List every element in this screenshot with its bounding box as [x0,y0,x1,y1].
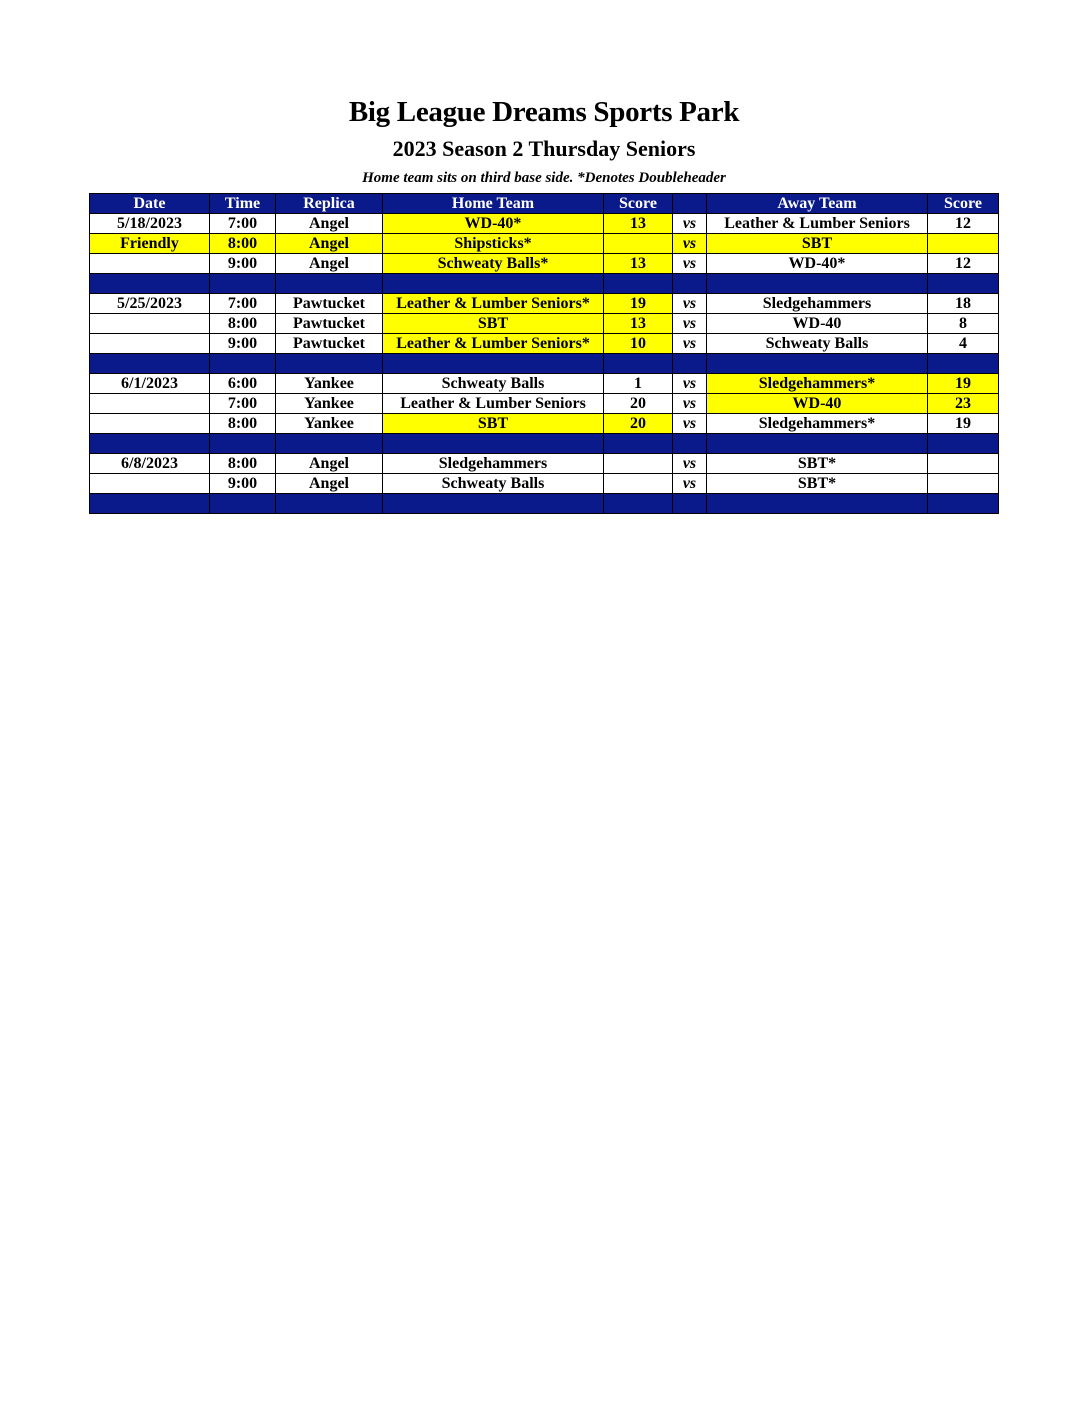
vs-cell: vs [673,214,707,234]
time-cell: 8:00 [210,314,276,334]
away-team-cell: WD-40 [707,314,928,334]
vs-cell: vs [673,254,707,274]
separator-cell [210,354,276,374]
separator-cell [928,354,999,374]
time-cell: 6:00 [210,374,276,394]
separator-cell [673,494,707,514]
time-cell: 8:00 [210,414,276,434]
separator-cell [673,274,707,294]
separator-cell [604,274,673,294]
away-score-cell [928,234,999,254]
vs-cell: vs [673,414,707,434]
date-cell [90,334,210,354]
replica-cell: Yankee [276,374,383,394]
away-team-cell: Sledgehammers* [707,374,928,394]
home-score-cell: 13 [604,214,673,234]
separator-cell [276,434,383,454]
game-row [90,314,999,334]
separator-cell [707,494,928,514]
separator-cell [276,354,383,374]
home-score-cell: 10 [604,334,673,354]
time-cell: 9:00 [210,334,276,354]
home-team-cell: Leather & Lumber Seniors* [383,334,604,354]
away-team-cell: Sledgehammers* [707,414,928,434]
separator-cell [90,274,210,294]
separator-cell [383,434,604,454]
separator-cell [604,354,673,374]
game-row [90,214,999,234]
separator-cell [210,494,276,514]
away-team-cell: SBT* [707,474,928,494]
game-row [90,374,999,394]
col-replica-header: Replica [276,194,383,214]
vs-cell: vs [673,454,707,474]
separator-cell [383,274,604,294]
vs-cell: vs [673,234,707,254]
col-home-team-header: Home Team [383,194,604,214]
time-cell: 8:00 [210,454,276,474]
separator-cell [928,274,999,294]
date-cell: 5/18/2023 [90,214,210,234]
replica-cell: Angel [276,254,383,274]
vs-cell: vs [673,334,707,354]
home-score-cell: 13 [604,314,673,334]
col-time-header: Time [210,194,276,214]
home-score-cell [604,474,673,494]
away-team-cell: Sledgehammers [707,294,928,314]
separator-cell [90,494,210,514]
separator-row [90,434,999,454]
date-cell [90,394,210,414]
separator-cell [928,434,999,454]
separator-cell [707,434,928,454]
game-row [90,234,999,254]
home-team-cell: Shipsticks* [383,234,604,254]
home-team-cell: Sledgehammers [383,454,604,474]
separator-cell [928,494,999,514]
time-cell: 9:00 [210,254,276,274]
separator-cell [707,354,928,374]
date-cell [90,314,210,334]
separator-row [90,494,999,514]
home-score-cell: 19 [604,294,673,314]
separator-cell [276,494,383,514]
schedule-table [89,193,999,514]
replica-cell: Pawtucket [276,294,383,314]
vs-cell: vs [673,314,707,334]
time-cell: 9:00 [210,474,276,494]
replica-cell: Yankee [276,394,383,414]
game-row [90,254,999,274]
separator-cell [604,434,673,454]
home-score-cell [604,454,673,474]
time-cell: 7:00 [210,294,276,314]
vs-cell: vs [673,294,707,314]
away-team-cell: SBT [707,234,928,254]
home-team-cell: Leather & Lumber Seniors [383,394,604,414]
date-cell: Friendly [90,234,210,254]
separator-cell [707,274,928,294]
home-score-cell: 1 [604,374,673,394]
game-row [90,294,999,314]
separator-cell [90,354,210,374]
replica-cell: Pawtucket [276,314,383,334]
separator-cell [604,494,673,514]
col-away-team-header: Away Team [707,194,928,214]
page-subtitle: 2023 Season 2 Thursday Seniors [392,136,696,161]
separator-cell [673,434,707,454]
home-team-cell: Schweaty Balls [383,474,604,494]
away-score-cell [928,474,999,494]
away-score-cell [928,454,999,474]
separator-cell [210,434,276,454]
replica-cell: Angel [276,214,383,234]
col-date-header: Date [90,194,210,214]
replica-cell: Pawtucket [276,334,383,354]
date-cell: 6/1/2023 [90,374,210,394]
home-team-cell: Schweaty Balls* [383,254,604,274]
replica-cell: Angel [276,474,383,494]
time-cell: 7:00 [210,214,276,234]
away-team-cell: Leather & Lumber Seniors [707,214,928,234]
vs-cell: vs [673,374,707,394]
date-cell: 6/8/2023 [90,454,210,474]
separator-cell [90,434,210,454]
home-score-cell: 20 [604,414,673,434]
away-team-cell: WD-40 [707,394,928,414]
date-cell: 5/25/2023 [90,294,210,314]
date-cell [90,254,210,274]
date-cell [90,474,210,494]
home-team-cell: WD-40* [383,214,604,234]
home-team-cell: SBT [383,314,604,334]
away-score-cell: 12 [928,254,999,274]
away-score-cell: 8 [928,314,999,334]
game-row [90,414,999,434]
home-score-cell [604,234,673,254]
away-team-cell: WD-40* [707,254,928,274]
game-row [90,454,999,474]
vs-cell: vs [673,474,707,494]
away-team-cell: Schweaty Balls [707,334,928,354]
page-title: Big League Dreams Sports Park [348,96,740,128]
schedule-note: Home team sits on third base side. *Denotes Doubleheader [362,170,726,186]
replica-cell: Angel [276,234,383,254]
separator-row [90,354,999,374]
away-score-cell: 4 [928,334,999,354]
home-team-cell: Schweaty Balls [383,374,604,394]
game-row [90,394,999,414]
game-row [90,334,999,354]
separator-cell [383,494,604,514]
col-home-score-header: Score [604,194,673,214]
game-row [90,474,999,494]
separator-cell [673,354,707,374]
vs-cell: vs [673,394,707,414]
separator-cell [210,274,276,294]
away-score-cell: 12 [928,214,999,234]
home-score-cell: 13 [604,254,673,274]
home-team-cell: Leather & Lumber Seniors* [383,294,604,314]
col-away-score-header: Score [928,194,999,214]
col-vs-header [673,194,707,214]
away-score-cell: 18 [928,294,999,314]
away-score-cell: 19 [928,374,999,394]
time-cell: 7:00 [210,394,276,414]
home-team-cell: SBT [383,414,604,434]
separator-cell [276,274,383,294]
separator-cell [383,354,604,374]
replica-cell: Angel [276,454,383,474]
replica-cell: Yankee [276,414,383,434]
away-score-cell: 19 [928,414,999,434]
date-cell [90,414,210,434]
separator-row [90,274,999,294]
header-row [90,194,999,214]
home-score-cell: 20 [604,394,673,414]
away-team-cell: SBT* [707,454,928,474]
time-cell: 8:00 [210,234,276,254]
away-score-cell: 23 [928,394,999,414]
